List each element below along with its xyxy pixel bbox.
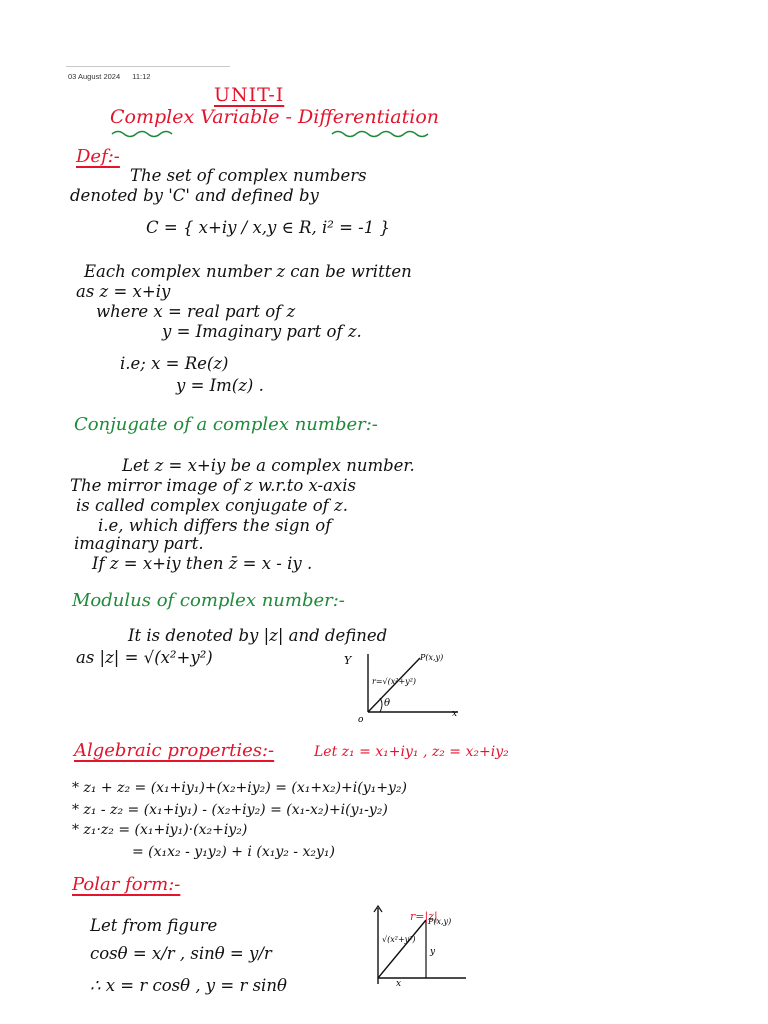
timestamp [68,72,160,81]
polar-y-label: y [430,947,436,957]
mod-x-label: x [452,709,458,719]
def-formula: C = { x+iy / x,y ∈ R, i² = -1 } [146,218,390,237]
unit-title: UNIT-I [214,84,285,106]
polar-line-1: Let from figure [90,916,218,935]
alg-line-2: * z₁ - z₂ = (x₁+iy₁) - (x₂+iy₂) = (x₁-x₂)+i(y₁-y₂) [72,802,388,818]
where-x: where x = real part of z [96,302,296,321]
conj-line-6: If z = x+iy then z̄ = x - iy . [92,554,313,573]
conjugate-heading: Conjugate of a complex number:- [74,414,378,435]
polar-x-label: x [396,979,402,989]
mod-theta-label: θ [384,698,391,709]
subject-title: Complex Variable - Differentiation [110,106,440,128]
modulus-figure [340,648,470,724]
def-line-2: denoted by 'C' and defined by [70,186,319,205]
mod-line-2: as |z| = √(x²+y²) [76,648,213,667]
where-y: y = Imaginary part of z. [162,322,362,341]
polar-p-label: P(x,y) [428,917,452,926]
mod-y-label: Y [344,654,352,667]
alg-line-4: = (x₁x₂ - y₁y₂) + i (x₁y₂ - x₂y₁) [132,844,335,860]
polar-line-2: cosθ = x/r , sinθ = y/r [90,944,272,963]
polar-rr-label: √(x²+y²) [382,935,416,944]
polar-figure [352,898,472,988]
date-label: 03 August 2024 [68,72,121,81]
polar-r-label: r=|z| [410,910,438,923]
polar-line-3: ∴ x = r cosθ , y = r sinθ [90,976,287,995]
mod-r-label: r=√(x²+y²) [372,677,417,686]
each-line-2: as z = x+iy [76,282,171,301]
mod-line-1: It is denoted by |z| and defined [128,626,388,645]
title-underline [110,128,450,140]
algebraic-heading: Algebraic properties:- [74,740,275,761]
conj-line-1: Let z = x+iy be a complex number. [122,456,415,475]
ie-re: i.e; x = Re(z) [120,354,229,373]
mod-p-label: P(x,y) [420,653,444,662]
polar-radius-line [378,920,426,978]
mod-origin-label: o [358,715,364,725]
conj-line-5: imaginary part. [74,534,204,553]
def-line-1: The set of complex numbers [130,166,367,185]
def-heading: Def:- [76,146,120,167]
alg-line-3: * z₁·z₂ = (x₁+iy₁)·(x₂+iy₂) [72,822,248,838]
conj-line-3: is called complex conjugate of z. [76,496,348,515]
alg-line-1: * z₁ + z₂ = (x₁+iy₁)+(x₂+iy₂) = (x₁+x₂)+i(y₁+y₂) [72,780,407,796]
each-line-1: Each complex number z can be written [84,262,412,281]
modulus-heading: Modulus of complex number:- [72,590,345,611]
time-label: 11:12 [132,72,151,81]
ie-im: y = Im(z) . [176,376,264,395]
conj-line-2: The mirror image of z w.r.to x-axis [70,476,356,495]
polar-heading: Polar form:- [72,874,181,895]
header-rule [66,66,230,67]
algebraic-intro: Let z₁ = x₁+iy₁ , z₂ = x₂+iy₂ [314,744,509,760]
conj-line-4: i.e, which differs the sign of [98,516,332,535]
